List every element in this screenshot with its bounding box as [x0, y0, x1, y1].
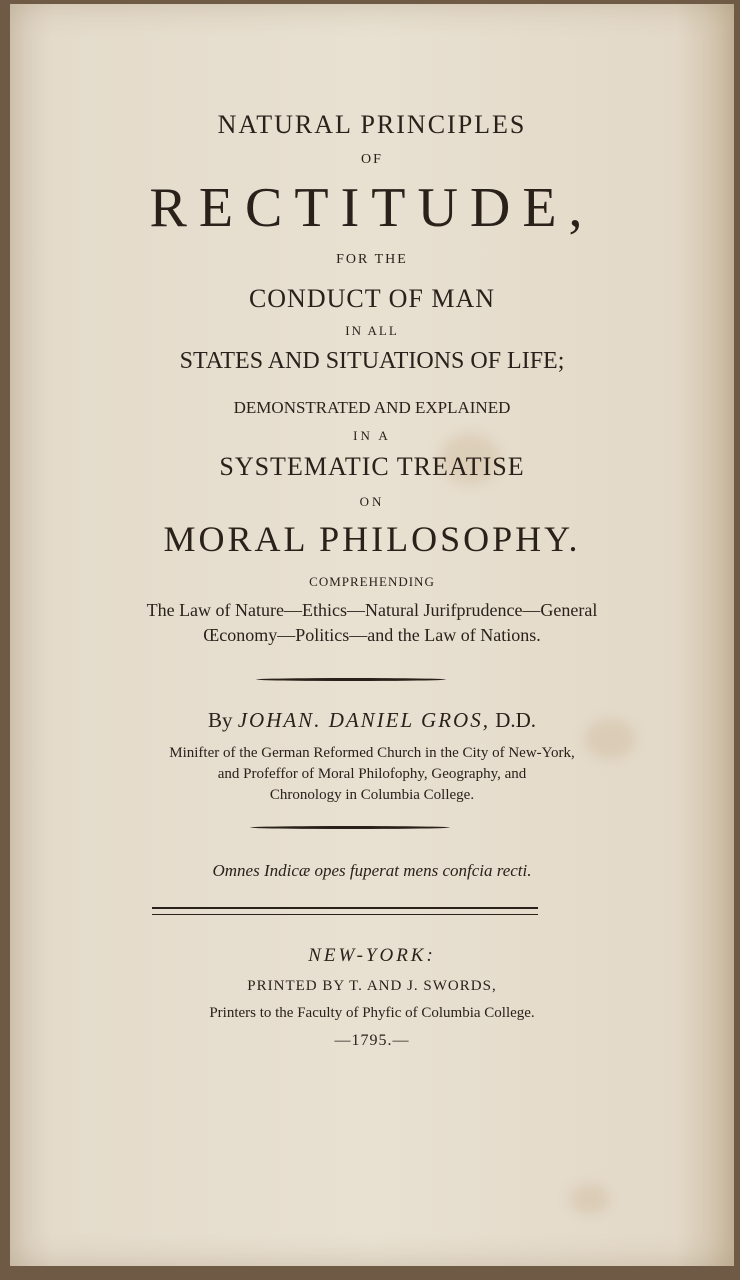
author-description-3: Chronology in Columbia College. [269, 787, 475, 803]
author-degree: D.D. [495, 708, 537, 732]
imprint-printer-description: Printers to the Faculty of Phyfic of Columbia College. [209, 1005, 535, 1021]
title-line-natural-principles: NATURAL PRINCIPLES [217, 110, 527, 139]
title-line-conduct-of-man: CONDUCT OF MAN [248, 284, 496, 313]
title-line-in-a: IN A [353, 428, 391, 443]
title-line-comprehending: COMPREHENDING [309, 574, 435, 589]
author-description-1: Minifter of the German Reformed Church in the City of New-York, [169, 745, 575, 761]
title-line-for-the: FOR THE [336, 252, 408, 267]
foxing-stain [570, 1184, 610, 1214]
author-by: By [207, 708, 233, 732]
author-description-2: and Profeffor of Moral Philofophy, Geography, and [217, 766, 527, 782]
imprint-place: NEW-YORK: [308, 945, 436, 966]
title-line-states-and-situations: STATES AND SITUATIONS OF LIFE; [179, 348, 565, 374]
title-line-moral-philosophy: MORAL PHILOSOPHY. [163, 519, 581, 559]
author-line [10, 708, 734, 733]
double-rule-top [152, 907, 538, 909]
title-line-systematic-treatise: SYSTEMATIC TREATISE [219, 452, 525, 481]
latin-motto: Omnes Indicæ opes fuperat mens confcia recti. [212, 861, 532, 880]
author-name: JOHAN. DANIEL GROS, [237, 708, 490, 732]
divider-rule [256, 678, 446, 681]
title-page [10, 4, 734, 1266]
contents-line-2: Œconomy—Politics—and the Law of Nations. [203, 625, 541, 645]
contents-line-1: The Law of Nature—Ethics—Natural Jurifprudence—General [146, 600, 598, 620]
title-line-in-all: IN ALL [345, 323, 399, 338]
divider-rule [250, 826, 450, 829]
title-line-on: ON [359, 494, 385, 509]
imprint-printer: PRINTED BY T. AND J. SWORDS, [247, 978, 497, 994]
double-rule-bottom [152, 914, 538, 915]
imprint-year: —1795.— [334, 1032, 410, 1049]
title-line-of: OF [361, 152, 383, 167]
title-rectitude: RECTITUDE, [149, 177, 595, 239]
title-line-demonstrated: DEMONSTRATED AND EXPLAINED [233, 398, 511, 417]
